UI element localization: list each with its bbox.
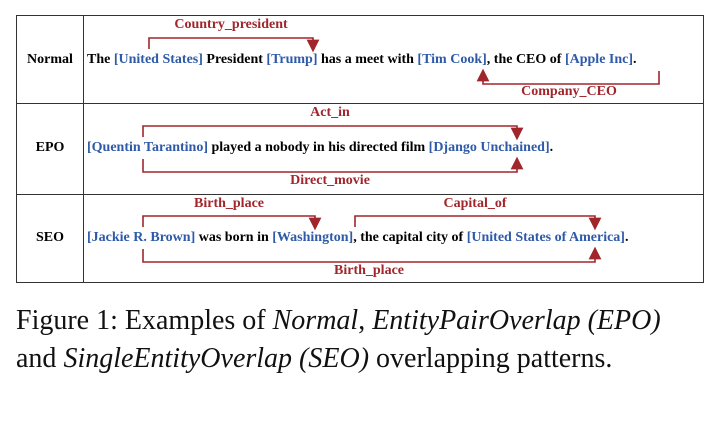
sentence-text: was born in (195, 230, 273, 245)
sentence-text: , the CEO of (486, 52, 565, 67)
relation-label-capital-of: Capital_of (443, 196, 507, 211)
entity-text: [United States] (113, 52, 203, 67)
caption-epo: EntityPairOverlap (EPO) (372, 305, 661, 336)
row-label-epo: EPO (35, 140, 65, 155)
caption-sep: and (16, 343, 64, 374)
entity-text: [Washington] (272, 230, 354, 245)
relation-label-country-president: Country_president (174, 17, 288, 32)
entity-text: [United States of America] (466, 230, 625, 245)
row-label-seo: SEO (35, 230, 64, 245)
capital-of-arrow (355, 216, 595, 227)
sentence-epo (87, 140, 553, 156)
entity-text: [Trump] (266, 52, 318, 67)
company-ceo-arrow (483, 71, 659, 84)
birth-place-top-arrow (143, 216, 315, 227)
sentence-seo (87, 230, 628, 246)
sentence-text: played a nobody in his directed film (207, 140, 429, 155)
relation-label-act-in: Act_in (310, 105, 350, 120)
figure-caption (16, 302, 706, 378)
direct-movie-arrow (143, 159, 517, 172)
sentence-text: . (549, 140, 554, 155)
sentence-text: . (633, 52, 637, 67)
relation-label-birth-place-bottom: Birth_place (334, 263, 404, 278)
entity-text: [Django Unchained] (428, 140, 550, 155)
sentence-text: The (87, 52, 114, 67)
relation-label-company-ceo: Company_CEO (521, 84, 617, 99)
row-label-normal: Normal (27, 52, 73, 67)
act-in-arrow (143, 126, 517, 137)
relation-label-birth-place-top: Birth_place (194, 196, 264, 211)
sentence-text: President (202, 52, 267, 67)
sentence-text: , the capital city of (353, 230, 467, 245)
entity-text: [Tim Cook] (417, 52, 487, 67)
sentence-normal (87, 52, 637, 68)
sentence-text: . (624, 230, 629, 245)
entity-text: [Apple Inc] (564, 52, 634, 67)
caption-seo: SingleEntityOverlap (SEO) (63, 343, 370, 374)
caption-normal: Normal (272, 305, 359, 336)
relation-label-direct-movie: Direct_movie (290, 173, 370, 188)
relation-examples-table (16, 15, 704, 283)
sentence-text: has a meet with (317, 52, 418, 67)
caption-sep: , (358, 305, 373, 336)
birth-place-bottom-arrow (143, 249, 595, 262)
caption-suffix: overlapping patterns. (369, 343, 613, 374)
entity-text: [Jackie R. Brown] (87, 230, 196, 245)
entity-text: [Quentin Tarantino] (87, 140, 208, 155)
country-president-arrow (149, 38, 313, 49)
caption-prefix: Figure 1: Examples of (16, 305, 273, 336)
